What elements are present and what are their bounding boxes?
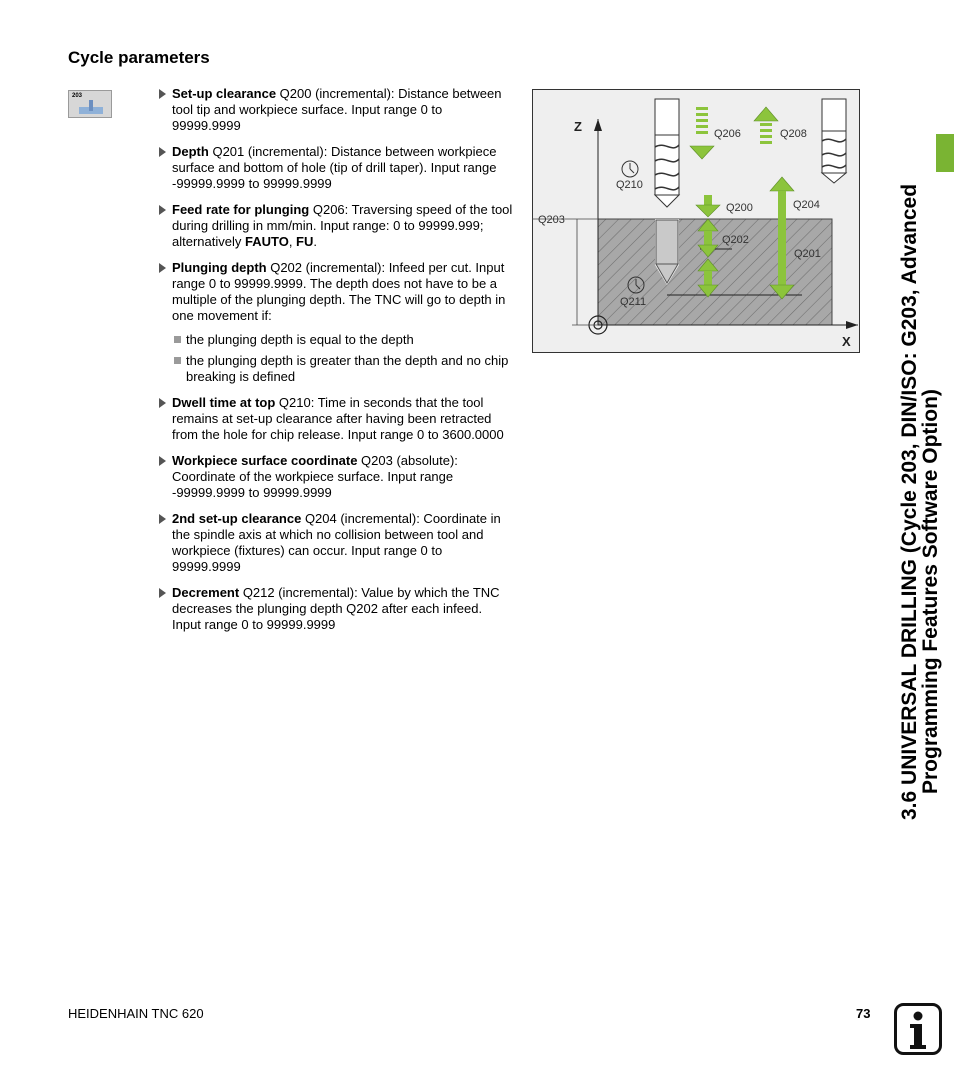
param-name: Dwell time at top (172, 395, 276, 410)
drilling-cycle-diagram (532, 89, 860, 353)
param-name: Workpiece surface coordinate (172, 453, 358, 468)
label-q210: Q210 (616, 179, 643, 191)
param-description: Q206: Traversing speed of the tool during drilling in mm/min. Input range: 0 to 99999.999; alternatively (172, 202, 513, 249)
label-q203: Q203 (538, 214, 565, 226)
param-set-up-clearance (158, 86, 514, 134)
label-q200: Q200 (726, 202, 753, 214)
cycle-203-softkey-icon (68, 90, 112, 118)
period: . (313, 234, 318, 249)
drill-in-hole (656, 220, 678, 264)
param-name: 2nd set-up clearance (172, 511, 302, 526)
label-q204: Q204 (793, 199, 820, 211)
softkey-number: 203 (72, 93, 83, 99)
label-q202: Q202 (722, 234, 749, 246)
page-number: 73 (856, 1006, 871, 1021)
list-item-text: the plunging depth is greater than the depth and no chip breaking is defined (186, 353, 509, 384)
param-description: Q210: Time in seconds that the tool remains at set-up clearance after having been retracted from the hole for chip release. Input range 0 to 3600.0000 (172, 395, 504, 442)
triangle-bullet-icon (159, 514, 166, 524)
triangle-bullet-icon (159, 456, 166, 466)
param-feed-rate-plunging (158, 202, 514, 250)
list-item-text: the plunging depth is equal to the depth (186, 332, 414, 347)
chapter-side-title (898, 60, 942, 820)
param-name: Feed rate for plunging (172, 202, 310, 217)
z-axis-label: Z (574, 119, 582, 134)
triangle-bullet-icon (159, 263, 166, 273)
param-workpiece-surface (158, 453, 514, 501)
list-item (172, 332, 514, 348)
square-bullet-icon (174, 357, 181, 364)
fauto-keyword: FAUTO (244, 234, 289, 249)
side-title-line-2: Programming Features Software Option) (919, 389, 942, 794)
param-name: Plunging depth (172, 260, 267, 275)
list-item (172, 353, 514, 385)
param-description: Q201 (incremental): Distance between workpiece surface and bottom of hole (tip of drill taper). Input range -99999.9999 to 99999.9999 (172, 144, 497, 191)
label-q208: Q208 (780, 128, 807, 140)
drill-icon (79, 100, 103, 114)
triangle-bullet-icon (159, 147, 166, 157)
tool-left (655, 99, 679, 207)
x-axis-label: X (842, 334, 851, 349)
condition-list (158, 332, 514, 385)
square-bullet-icon (174, 336, 181, 343)
parameter-list (158, 86, 514, 643)
workpiece (598, 219, 832, 325)
label-q201: Q201 (794, 248, 821, 260)
triangle-bullet-icon (159, 398, 166, 408)
side-title-line-1: 3.6 UNIVERSAL DRILLING (Cycle 203, DIN/ISO: G203, Advanced (898, 183, 921, 820)
triangle-bullet-icon (159, 588, 166, 598)
param-decrement (158, 585, 514, 633)
param-depth (158, 144, 514, 192)
param-name: Set-up clearance (172, 86, 277, 101)
param-plunging-depth (158, 260, 514, 324)
section-heading: Cycle parameters (68, 48, 210, 67)
label-q211: Q211 (620, 296, 647, 308)
label-q206: Q206 (714, 128, 741, 140)
param-name: Decrement (172, 585, 240, 600)
separator: , (288, 234, 297, 249)
info-icon (894, 1003, 942, 1055)
param-description: Q204 (incremental): Coordinate in the spindle axis at which no collision between tool and workpiece (fixtures) can occur. Input range 0 to 99999.9999 (172, 511, 501, 574)
param-2nd-set-up-clearance (158, 511, 514, 575)
triangle-bullet-icon (159, 205, 166, 215)
footer-manual-name: HEIDENHAIN TNC 620 (68, 1006, 204, 1021)
param-description: Q200 (incremental): Distance between tool tip and workpiece surface. Input range 0 to 99999.9999 (172, 86, 502, 133)
tool-right (822, 99, 846, 183)
param-name: Depth (172, 144, 209, 159)
triangle-bullet-icon (159, 89, 166, 99)
param-dwell-time-top (158, 395, 514, 443)
param-description: Q212 (incremental): Value by which the TNC decreases the plunging depth Q202 after each infeed. Input range 0 to 99999.9999 (172, 585, 500, 632)
param-description: Q203 (absolute): Coordinate of the workpiece surface. Input range -99999.9999 to 99999.9999 (172, 453, 458, 500)
param-description: Q202 (incremental): Infeed per cut. Input range 0 to 99999.9999. The depth does not have to be a multiple of the plunging depth. The TNC will go to depth in one movement if: (172, 260, 506, 323)
fu-keyword: FU (296, 234, 314, 249)
